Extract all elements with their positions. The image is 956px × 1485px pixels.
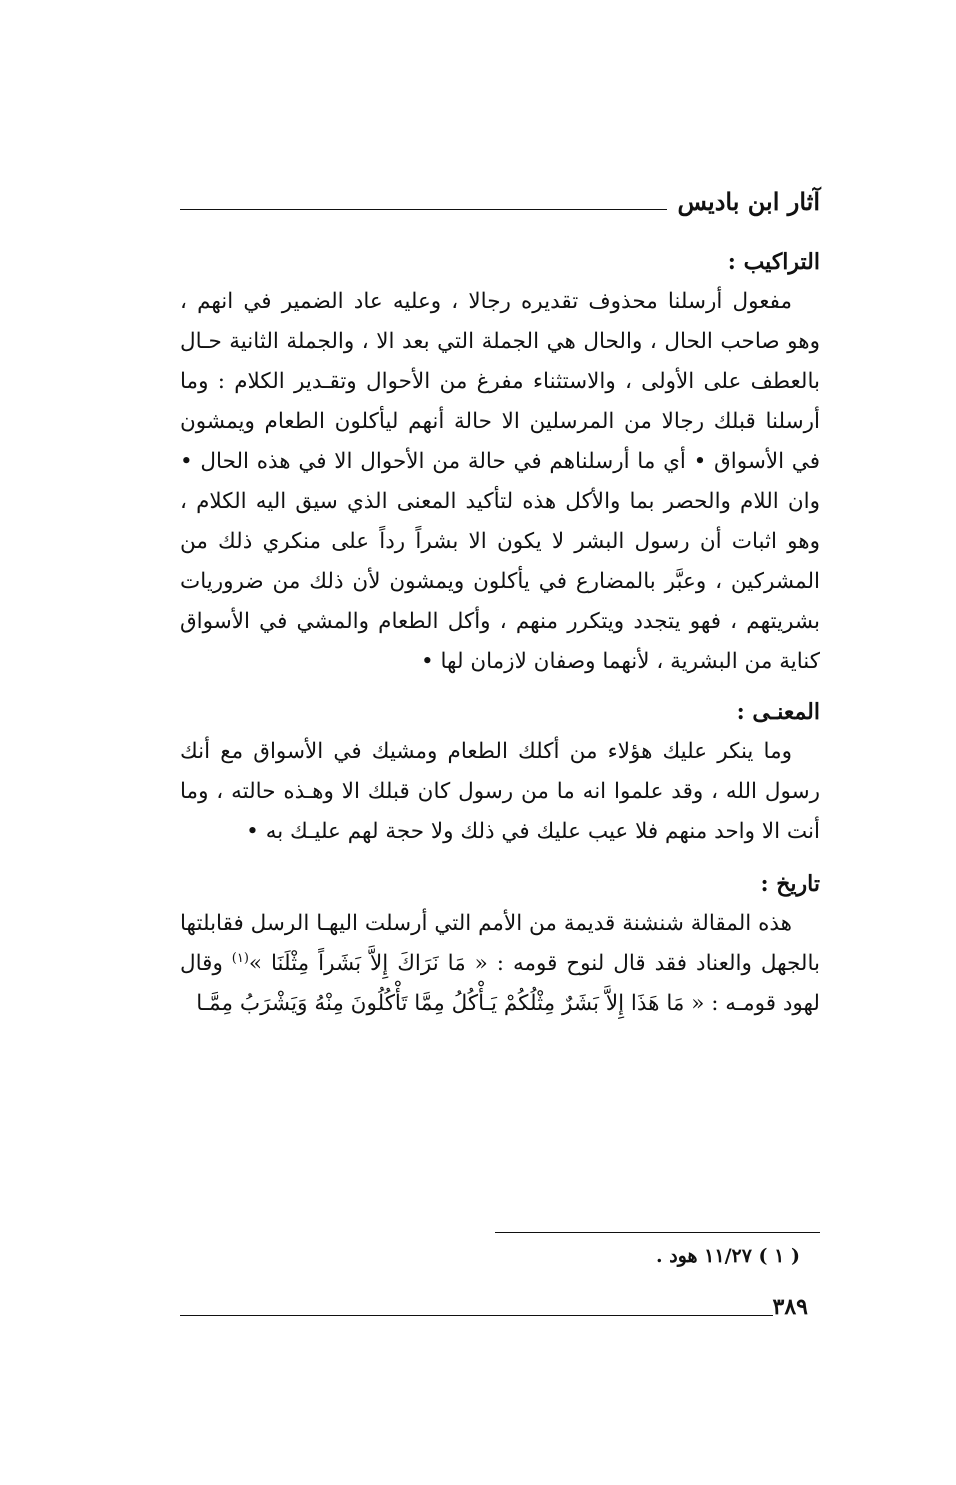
- section-paragraph-maana: وما ينكر عليك هؤلاء من أكلك الطعام ومشيك في الأسواق مع أنك رسول الله ، وقد علموا انه ما من رسول كان قبلك الا وهـذه حالته ، وما أنت الا واحد منهم فلا عيب عليك في ذلك ولا حجة لهم عليـك به •: [180, 739, 820, 844]
- footnote-reference[interactable]: (١): [231, 950, 249, 966]
- header-rule: [180, 209, 667, 210]
- section-heading-tarakib: التراكيب :: [727, 249, 820, 275]
- section-heading-maana: المعنـى :: [736, 699, 820, 725]
- footnote: ( ١ ) ١١/٢٧ هود .: [656, 1245, 800, 1267]
- page-footer: [180, 1292, 820, 1322]
- section-heading-tarikh: تاريخ :: [760, 871, 820, 897]
- paragraph-text-after: وقال لهود قومـه : « مَا هَذَا إِلاَّ بَشَرٌ مِثْلُكُمْ يَـأْكُلُ مِمَّا تَأْكُلُونَ مِنْهُ وَيَشْرَبُ مِمَّـا: [180, 951, 820, 1016]
- book-page: [180, 180, 820, 1340]
- page-body: [180, 242, 820, 1024]
- book-title: آثار ابن باديس: [677, 187, 820, 216]
- section-paragraph-tarikh: [180, 904, 820, 1024]
- section-gap: [180, 852, 820, 864]
- page-number: ٣٨٩: [772, 1294, 808, 1320]
- footnote-rule: [495, 1232, 820, 1233]
- running-header: [180, 180, 820, 216]
- paragraph-text-before: هذه المقالة شنشنة قديمة من الأمم التي أرسلت اليهـا الرسل فقابلتها بالجهل والعناد فقد قال لنوح قومه : « مَا نَرَاكَ إِلاَّ بَشَراً مِثْلَنَا »: [180, 911, 821, 976]
- section-paragraph-tarakib: مفعول أرسلنا محذوف تقديره رجالا ، وعليه عاد الضمير في انهم ، وهو صاحب الحال ، والحال هي الجملة التي بعد الا ، والجملة الثانية حـال بالعطف على الأولى ، والاستثناء مفرغ من الأحوال وتقـدير الكلام : وما أرسلنا قبلك رجالا من المرسلين الا حالة أنهم ليأكلون الطعام ويمشون في الأسواق • أي ما أرسلناهم في حالة من الأحوال الا في هذه الحال • وان اللام والحصر بما والأكل هذه لتأكيد المعنى الذي سيق اليه الكلام ، وهو اثبات أن رسول البشر لا يكون الا بشراً رداً على منكري ذلك من المشركين ، وعبَّر بالمضارع في يأكلون ويمشون لأن ذلك من ضروريات بشريتهم ، فهو يتجدد ويتكرر منهم ، وأكل الطعام والمشي في الأسواق كناية من البشرية ، لأنهما وصفان لازمان لها •: [180, 289, 820, 674]
- footer-rule: [180, 1315, 773, 1316]
- section-gap: [180, 682, 820, 692]
